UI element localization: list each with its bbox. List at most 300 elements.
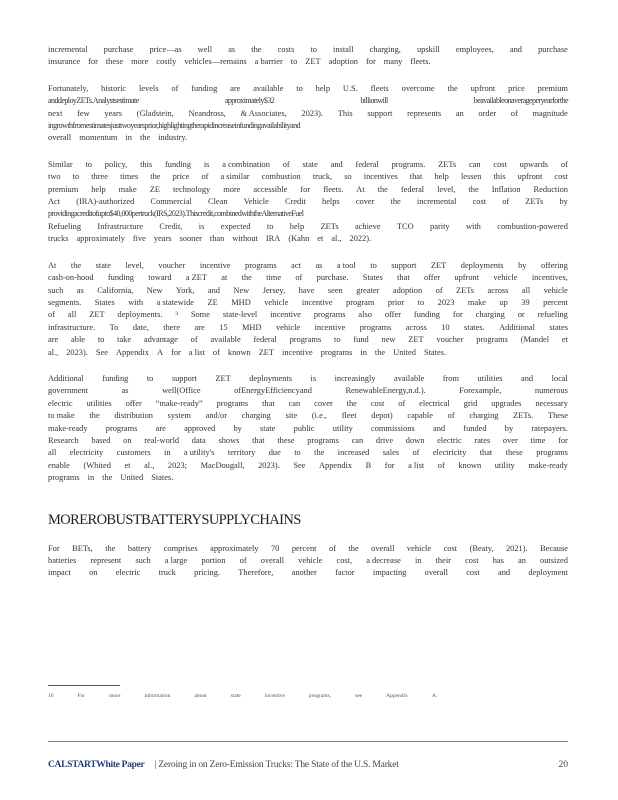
word: an: [455, 108, 464, 118]
word: electrical: [419, 398, 450, 408]
word: magnitude: [532, 108, 568, 118]
word: available: [210, 335, 241, 345]
word: incremental: [48, 45, 88, 54]
word: two: [48, 172, 61, 182]
word: (i.e.,: [311, 411, 328, 421]
word: vehicle: [298, 556, 323, 565]
footer-title: | Zeroing in on Zero-Emission Trucks: The State of the U.S. Market: [154, 760, 399, 770]
word: for: [88, 57, 98, 67]
section-heading: MOREROBUSTBATTERYSUPPLYCHAINS: [48, 511, 301, 528]
word: program: [346, 297, 375, 307]
word: up: [499, 297, 508, 307]
word: site: [285, 411, 298, 421]
section-paragraph: [48, 543, 568, 580]
footnote-word: more: [109, 693, 121, 699]
word: price: [172, 172, 190, 182]
word: voucher: [436, 335, 464, 345]
page-number: 20: [558, 760, 568, 770]
word: drive: [375, 435, 394, 445]
word: years: [104, 108, 123, 118]
word: ZETs.: [513, 411, 534, 421]
word: ZET: [305, 57, 321, 67]
word: with: [465, 221, 481, 231]
word: pricing.: [194, 568, 220, 578]
word: Forexample,: [459, 386, 502, 396]
word: represents: [407, 108, 442, 118]
word: to: [266, 221, 274, 231]
word: known: [458, 460, 482, 470]
word: is: [310, 373, 317, 383]
footnote-word: 16: [48, 693, 54, 699]
footnote-word: state: [230, 693, 241, 699]
footnote: [48, 693, 437, 699]
word: upgrades: [491, 398, 522, 408]
word: to: [334, 335, 341, 345]
word: distribution: [114, 411, 153, 421]
word: upfront: [517, 172, 543, 182]
word: help: [315, 83, 331, 93]
word: funded: [463, 423, 487, 433]
word: utilities: [477, 373, 503, 383]
word: down: [405, 435, 425, 445]
word: ZET: [430, 260, 447, 270]
word: premium: [48, 184, 79, 194]
word: the: [377, 184, 388, 194]
text-line: [48, 56, 568, 68]
word: than: [209, 234, 225, 244]
word: of: [239, 556, 247, 565]
word: upskill: [416, 45, 440, 54]
word: cost: [443, 543, 458, 553]
word: approximately: [210, 543, 259, 553]
word: upfront: [454, 273, 480, 283]
word: combustion: [261, 172, 301, 182]
word: a large: [164, 556, 188, 565]
word: time: [530, 435, 546, 445]
word: that: [397, 273, 410, 283]
word: increasingly: [334, 373, 376, 383]
word: for: [365, 57, 376, 67]
word: state: [95, 260, 111, 270]
word: (Kahn: [288, 234, 310, 244]
word: approximately: [76, 234, 125, 244]
word: make: [467, 297, 486, 307]
word: of: [398, 398, 406, 408]
word: of: [435, 285, 443, 295]
word: over: [502, 435, 518, 445]
footnote-word: see: [355, 693, 363, 699]
word: Therefore,: [238, 568, 274, 578]
word: cost,: [336, 556, 353, 565]
word: fleets.: [410, 57, 431, 67]
word: Because: [540, 543, 568, 553]
word: the: [251, 45, 262, 54]
word: vehicle: [264, 297, 289, 307]
word: achieve: [354, 221, 381, 231]
text-line: [48, 83, 568, 95]
text-line: [48, 555, 568, 567]
word: incentives,: [531, 273, 568, 283]
word: and: [432, 423, 446, 433]
word: impacting: [372, 568, 407, 578]
text-line: [48, 285, 568, 297]
word: factor: [335, 568, 355, 578]
footnote-word: Appendix: [386, 693, 408, 699]
text-line: [48, 373, 568, 385]
word: upwards: [519, 159, 549, 169]
word: are: [194, 322, 205, 332]
page-footer: [48, 760, 568, 770]
text-line: [48, 108, 568, 120]
word: fleets: [370, 83, 389, 93]
word: TCO: [396, 221, 414, 231]
word: upfront: [470, 83, 496, 93]
text-line: [48, 543, 568, 555]
word: in: [125, 133, 132, 143]
footnote-word: For: [77, 693, 86, 699]
word: vehicles—remains: [184, 57, 247, 67]
word: (Mandel: [520, 335, 550, 345]
word: New: [233, 285, 250, 295]
word: depot): [371, 411, 393, 421]
word: ZE: [207, 297, 218, 307]
word: their: [435, 556, 451, 565]
word: make-ready: [48, 423, 88, 433]
text-line: [48, 460, 568, 472]
word: the: [390, 197, 401, 207]
word: offering: [540, 260, 568, 270]
word: without: [232, 234, 258, 244]
word: ZETs: [320, 221, 339, 231]
word: to: [85, 159, 92, 169]
word: States.: [423, 347, 447, 357]
word: greater: [356, 285, 380, 295]
word: all: [48, 448, 57, 458]
word: et: [561, 335, 568, 345]
word: that: [409, 172, 423, 182]
word: ingrowthfromestimatesjusttwoyearsprior,highlightingtherapidincreaseinfundingavailabilityand: [48, 121, 301, 131]
word: States.: [151, 473, 174, 483]
word: in: [414, 556, 422, 565]
word: For: [48, 543, 60, 553]
word: has: [492, 556, 504, 565]
word: advantage: [143, 335, 178, 345]
word: an: [518, 556, 526, 565]
word: Credit,: [159, 221, 183, 231]
word: local: [551, 373, 568, 383]
word: MHD: [241, 322, 262, 332]
word: programs: [313, 310, 346, 320]
word: funding: [191, 83, 218, 93]
word: by: [233, 423, 242, 433]
word: B: [365, 460, 372, 470]
word: adoption: [328, 57, 358, 67]
word: technology: [172, 184, 211, 194]
word: capable: [407, 411, 433, 421]
word: from: [442, 373, 459, 383]
word: al.,: [331, 234, 342, 244]
word: United: [120, 473, 144, 483]
word: funding: [107, 273, 134, 283]
word: historic: [101, 83, 127, 93]
word: sooner: [179, 234, 202, 244]
word: levels: [138, 83, 159, 93]
word: public: [293, 423, 315, 433]
word: make: [118, 184, 137, 194]
word: level,: [125, 260, 144, 270]
word: Clean: [208, 197, 228, 207]
word: price: [508, 83, 525, 93]
word: vehicle: [275, 322, 301, 332]
word: Credit: [284, 197, 306, 207]
word: years: [153, 234, 172, 244]
paragraph: [48, 44, 568, 69]
word: of: [282, 159, 290, 169]
word: 2023;: [167, 460, 187, 470]
word: are: [155, 423, 166, 433]
word: At: [356, 184, 365, 194]
word: percent: [543, 297, 568, 307]
word: battery: [127, 543, 152, 553]
word: segments.: [48, 297, 82, 307]
word: to: [417, 297, 425, 307]
word: electricity: [69, 448, 104, 458]
word: combustion-powered: [497, 221, 568, 231]
word: take: [117, 335, 132, 345]
word: et: [124, 460, 131, 470]
word: ZETs: [525, 197, 544, 207]
word: shows: [218, 435, 240, 445]
word: in: [87, 473, 95, 483]
word: At: [48, 260, 57, 270]
word: a tool: [336, 260, 356, 270]
word: adoption: [392, 285, 423, 295]
word: deployments: [460, 260, 504, 270]
word: ZET: [258, 347, 275, 357]
word: charging: [475, 310, 505, 320]
word: act: [291, 260, 301, 270]
word: utility: [332, 423, 353, 433]
word: New: [146, 285, 163, 295]
word: U.S.: [342, 83, 358, 93]
word: See: [95, 347, 108, 357]
word: more: [223, 184, 241, 194]
word: as: [121, 386, 129, 396]
word: well(Office: [162, 386, 201, 396]
word: lessen: [460, 172, 482, 182]
word: programs: [289, 335, 322, 345]
word: Similar: [48, 159, 73, 169]
word: employees,: [455, 45, 494, 54]
word: Some: [190, 310, 210, 320]
word: many: [383, 57, 403, 67]
word: 2021).: [505, 543, 528, 553]
word: for: [171, 347, 181, 357]
word: a statewide: [156, 297, 195, 307]
word: (IRA)-authorized: [76, 197, 135, 207]
word: cost: [465, 556, 479, 565]
word: on: [89, 568, 98, 578]
word: outsized: [540, 556, 568, 565]
word: programs: [359, 322, 392, 332]
word: represent: [90, 556, 122, 565]
word: batteries: [48, 556, 77, 565]
word: charging,: [369, 45, 401, 54]
text-line: [48, 334, 568, 346]
word: funding: [413, 310, 440, 320]
word: system: [167, 411, 191, 421]
footnote-word: A.: [431, 693, 438, 699]
footer-brand: CALSTARTWhite Paper: [48, 760, 145, 770]
word: Reduction: [533, 184, 568, 194]
word: cost: [554, 172, 568, 182]
word: of: [412, 448, 420, 458]
word: necessary: [535, 398, 568, 408]
word: the: [447, 83, 458, 93]
text-line: [48, 309, 568, 321]
word: approximately$32: [224, 96, 275, 106]
word: and/or: [205, 411, 228, 421]
word: of: [328, 543, 336, 553]
word: as: [315, 260, 323, 270]
word: infrastructure.: [48, 322, 96, 332]
word: incremental: [416, 197, 457, 207]
word: ZETs: [438, 159, 457, 169]
word: price—as: [149, 45, 182, 54]
word: cost: [472, 197, 487, 207]
word: five: [132, 234, 146, 244]
word: ZETs: [456, 285, 475, 295]
text-line: [48, 233, 568, 245]
word: premium: [537, 83, 568, 93]
text-line: [48, 159, 568, 171]
word: cost: [493, 159, 507, 169]
word: electric: [48, 398, 73, 408]
word: known: [227, 347, 251, 357]
text-line: [48, 208, 568, 220]
footnote-rule: [48, 685, 120, 686]
word: three: [91, 172, 108, 182]
word: to: [290, 57, 298, 67]
word: another: [291, 568, 317, 578]
word: a list: [408, 460, 425, 470]
word: to: [97, 335, 105, 345]
word: programs.: [391, 159, 426, 169]
word: all: [67, 310, 77, 320]
footnote-word: incentive: [264, 693, 285, 699]
word: expected: [220, 221, 251, 231]
word: 15: [219, 322, 228, 332]
word: charging: [469, 411, 499, 421]
word: state-level: [222, 310, 258, 320]
paragraph: [48, 260, 568, 359]
word: programs: [476, 335, 508, 345]
word: of: [190, 335, 198, 345]
word: government: [48, 386, 89, 396]
word: the: [89, 411, 100, 421]
word: few: [77, 108, 90, 118]
word: impact: [48, 568, 71, 578]
word: the: [105, 543, 116, 553]
word: incentive: [282, 347, 313, 357]
word: 2023).: [66, 347, 88, 357]
word: overall: [260, 556, 285, 565]
word: times: [120, 172, 139, 182]
word: help: [434, 172, 449, 182]
text-line: [48, 260, 568, 272]
word: purchase: [538, 45, 568, 54]
paragraph: [48, 373, 568, 485]
word: install: [333, 45, 354, 54]
word: cost: [370, 398, 385, 408]
word: purchase.: [316, 273, 349, 283]
word: a combination: [222, 159, 270, 169]
word: RenewableEnergy,n.d.).: [345, 386, 426, 396]
word: ³: [175, 310, 178, 320]
text-line: [48, 132, 568, 144]
word: 2023).: [301, 108, 324, 118]
word: and: [330, 159, 343, 169]
word: have: [298, 285, 315, 295]
paragraph: [48, 543, 568, 580]
word: make-ready: [528, 460, 568, 470]
word: funding: [102, 373, 129, 383]
word: vehicle: [543, 285, 568, 295]
word: these: [277, 435, 295, 445]
word: customers: [116, 448, 151, 458]
word: help: [91, 184, 106, 194]
text-line: [48, 120, 568, 132]
word: the: [348, 543, 359, 553]
word: to make: [48, 411, 75, 421]
text-line: [48, 95, 568, 107]
word: 39: [521, 297, 530, 307]
text-line: [48, 398, 568, 410]
word: and: [497, 568, 511, 578]
word: See: [293, 460, 306, 470]
word: & Associates,: [240, 108, 287, 118]
word: a list: [188, 347, 205, 357]
word: billionwill: [360, 96, 388, 106]
word: able: [71, 335, 85, 345]
word: of: [447, 411, 455, 421]
body-paragraphs: [48, 44, 568, 485]
word: ZET: [408, 335, 424, 345]
word: support: [367, 108, 393, 118]
word: approved: [184, 423, 216, 433]
text-line: [48, 423, 568, 435]
word: and: [207, 285, 220, 295]
word: states: [549, 322, 568, 332]
word: States: [362, 273, 383, 283]
word: to: [370, 260, 377, 270]
word: programs: [307, 435, 339, 445]
word: rates: [474, 435, 491, 445]
word: parity: [430, 221, 450, 231]
word: al.,: [144, 460, 155, 470]
word: costs: [277, 45, 295, 54]
word: toward: [148, 273, 172, 283]
word: real-world: [144, 435, 180, 445]
word: also: [358, 310, 372, 320]
word: incentive: [301, 297, 333, 307]
text-line: [48, 297, 568, 309]
text-line: [48, 435, 568, 447]
word: of: [48, 310, 55, 320]
word: help: [289, 221, 305, 231]
word: are: [48, 335, 59, 345]
word: that: [479, 448, 493, 458]
